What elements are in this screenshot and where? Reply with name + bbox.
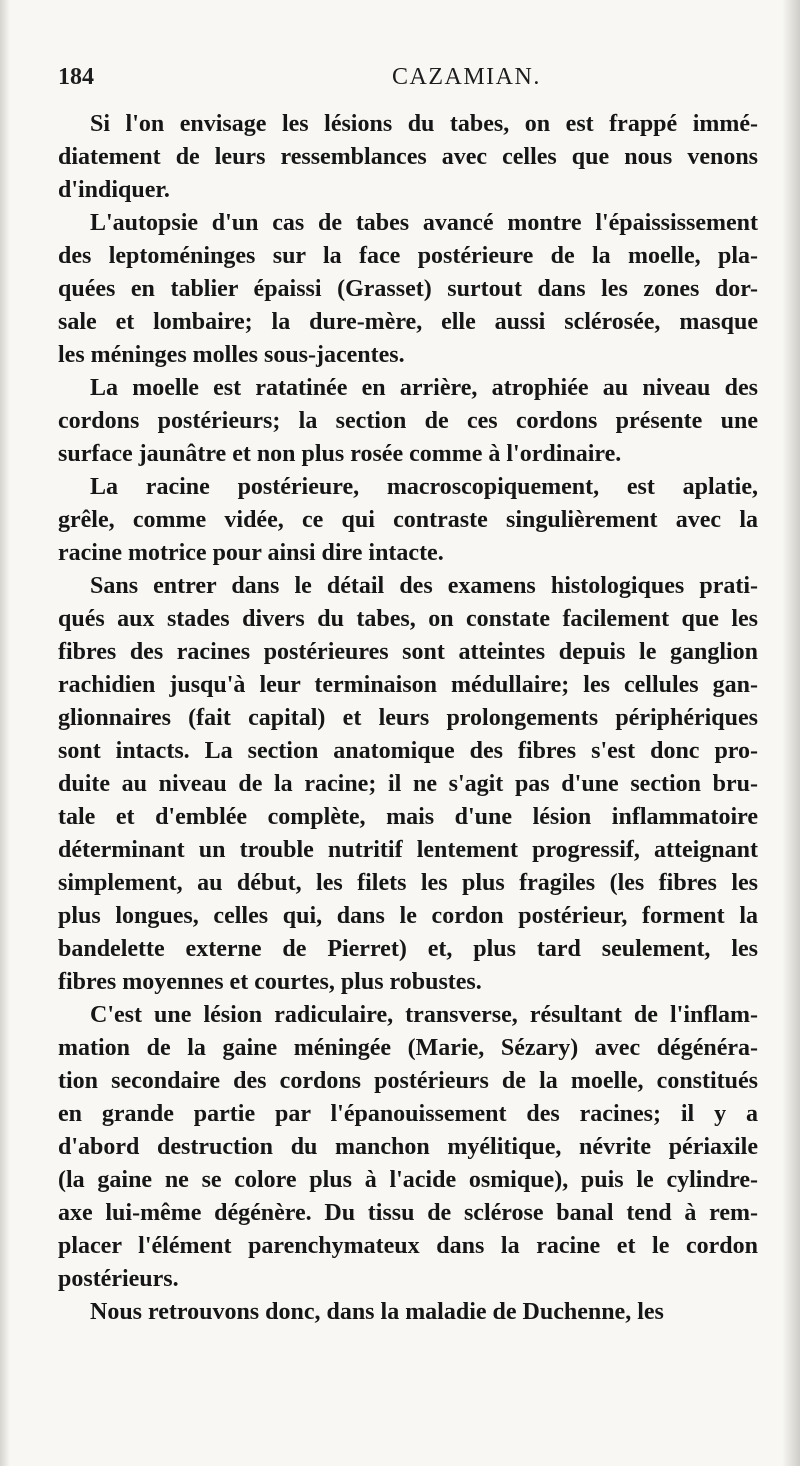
text-line: La moelle est ratatinée en arrière, atrophiée au niveau des xyxy=(90,375,758,401)
text-line: tion secondaire des cordons postérieurs de la moelle, constitués xyxy=(58,1068,758,1094)
text-line: diatement de leurs ressemblances avec celles que nous venons xyxy=(58,144,758,170)
page-header xyxy=(58,64,758,98)
text-line: en grande partie par l'épanouissement des racines; il y a xyxy=(58,1101,758,1127)
text-line: placer l'élément parenchymateux dans la racine et le cordon xyxy=(58,1233,758,1259)
text-line: plus longues, celles qui, dans le cordon postérieur, forment la xyxy=(58,903,758,929)
text-line: fibres moyennes et courtes, plus robustes. xyxy=(58,969,482,995)
text-line: racine motrice pour ainsi dire intacte. xyxy=(58,540,444,566)
text-line: des leptoméninges sur la face postérieure de la moelle, pla- xyxy=(58,243,758,269)
paragraph xyxy=(58,207,758,372)
text-line: surface jaunâtre et non plus rosée comme à l'ordinaire. xyxy=(58,441,622,467)
text-line: cordons postérieurs; la section de ces cordons présente une xyxy=(58,408,758,434)
text-line: L'autopsie d'un cas de tabes avancé montre l'épaississement xyxy=(90,210,758,236)
text-line: fibres des racines postérieures sont atteintes depuis le ganglion xyxy=(58,639,758,665)
page-gutter-shadow xyxy=(0,0,10,1466)
paragraph xyxy=(58,999,758,1296)
text-line: Sans entrer dans le détail des examens histologiques prati- xyxy=(90,573,758,599)
text-line: glionnaires (fait capital) et leurs prolongements périphériques xyxy=(58,705,758,731)
text-line: quées en tablier épaissi (Grasset) surtout dans les zones dor- xyxy=(58,276,758,302)
text-line: postérieurs. xyxy=(58,1266,179,1292)
text-line: mation de la gaine méningée (Marie, Sézary) avec dégénéra- xyxy=(58,1035,758,1061)
text-line: sont intacts. La section anatomique des fibres s'est donc pro- xyxy=(58,738,758,764)
text-line: La racine postérieure, macroscopiquement, est aplatie, xyxy=(90,474,758,500)
text-line: tale et d'emblée complète, mais d'une lésion inflammatoire xyxy=(58,804,758,830)
text-line: qués aux stades divers du tabes, on constate facilement que les xyxy=(58,606,758,632)
page-edge-shadow xyxy=(782,0,800,1466)
text-line: (la gaine ne se colore plus à l'acide osmique), puis le cylindre- xyxy=(58,1167,758,1193)
text-line: axe lui-même dégénère. Du tissu de sclérose banal tend à rem- xyxy=(58,1200,758,1226)
text-line: bandelette externe de Pierret) et, plus tard seulement, les xyxy=(58,936,758,962)
text-line: duite au niveau de la racine; il ne s'agit pas d'une section bru- xyxy=(58,771,758,797)
text-line: d'indiquer. xyxy=(58,177,170,203)
text-line: rachidien jusqu'à leur terminaison médullaire; les cellules gan- xyxy=(58,672,758,698)
paragraph xyxy=(58,570,758,999)
text-line: d'abord destruction du manchon myélitique, névrite périaxile xyxy=(58,1134,758,1160)
body-text xyxy=(58,108,758,1329)
paragraph xyxy=(58,108,758,207)
page-number: 184 xyxy=(58,64,94,90)
paragraph xyxy=(58,1296,758,1329)
paragraph xyxy=(58,471,758,570)
text-line: sale et lombaire; la dure-mère, elle aussi sclérosée, masque xyxy=(58,309,758,335)
paragraph xyxy=(58,372,758,471)
text-line: déterminant un trouble nutritif lentement progressif, atteignant xyxy=(58,837,758,863)
text-line: Si l'on envisage les lésions du tabes, on est frappé immé- xyxy=(90,111,758,137)
text-line: simplement, au début, les filets les plus fragiles (les fibres les xyxy=(58,870,758,896)
text-line: grêle, comme vidée, ce qui contraste singulièrement avec la xyxy=(58,507,758,533)
text-line: C'est une lésion radiculaire, transverse, résultant de l'inflam- xyxy=(90,1002,758,1028)
running-title: CAZAMIAN. xyxy=(392,64,541,90)
text-line: Nous retrouvons donc, dans la maladie de Duchenne, les xyxy=(90,1299,664,1325)
text-line: les méninges molles sous-jacentes. xyxy=(58,342,405,368)
